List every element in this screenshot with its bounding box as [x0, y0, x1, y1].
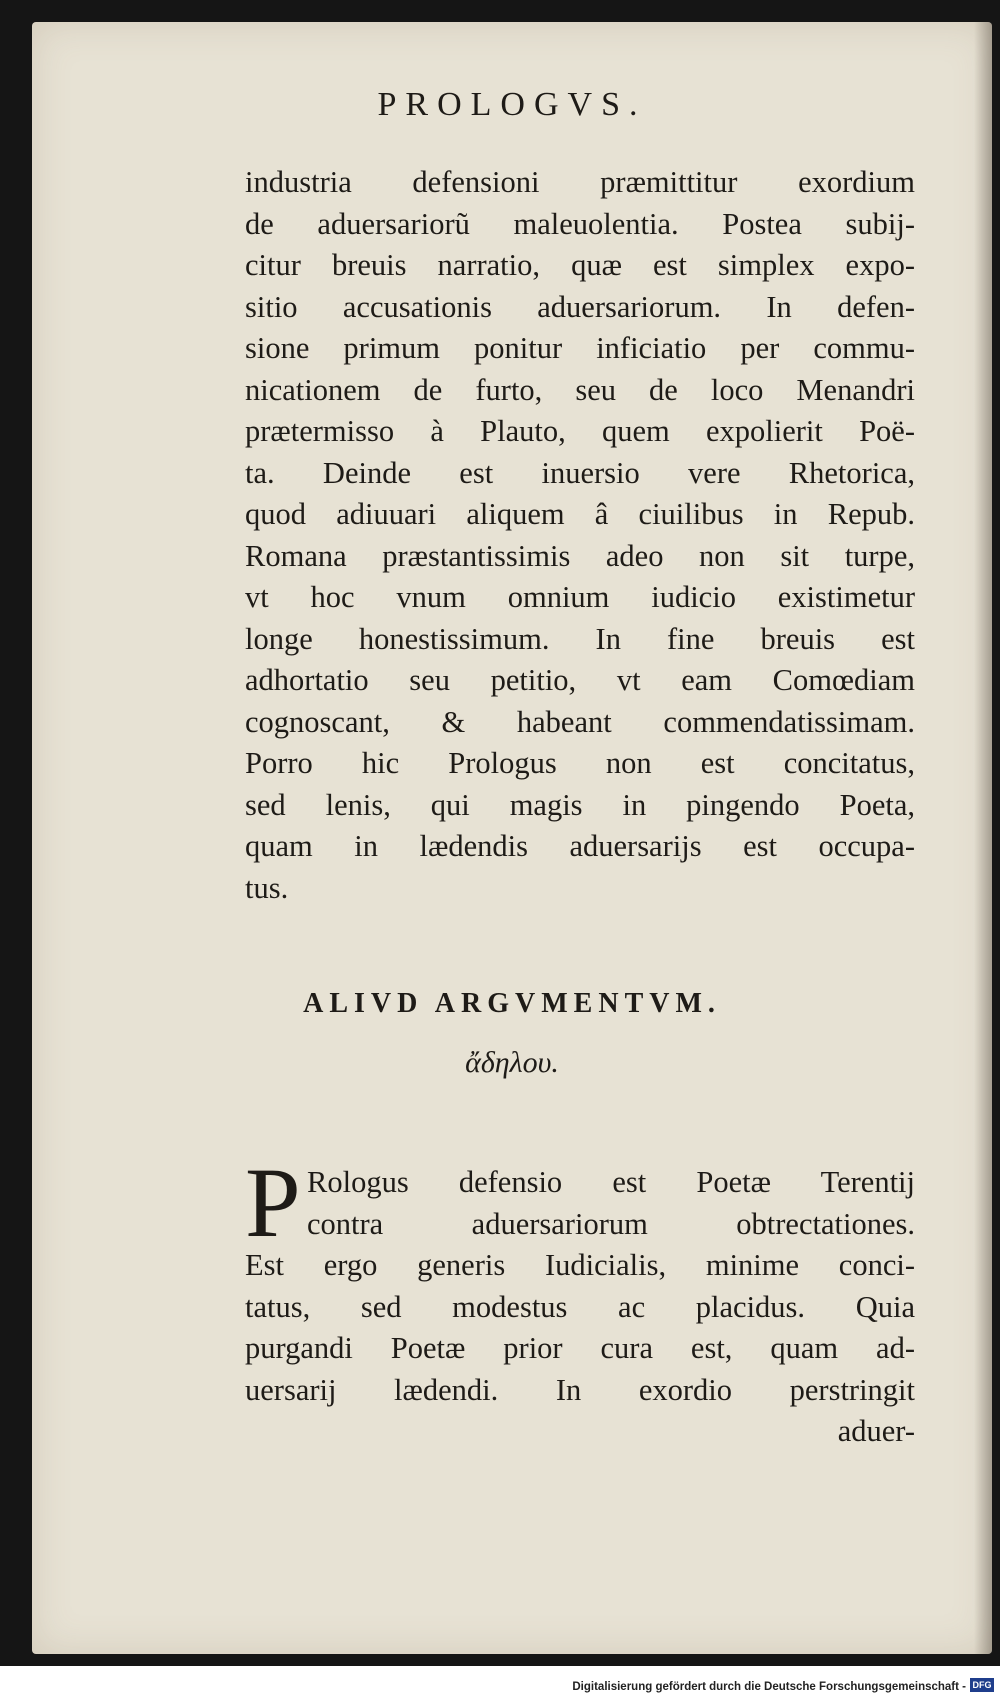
text-line: vt hoc vnum omnium iudicio existimetur	[245, 580, 915, 614]
text-line: tus.	[245, 870, 289, 905]
text-line: contra aduersariorum obtrectationes.	[307, 1206, 915, 1241]
text-line: sed lenis, qui magis in pingendo Poeta,	[245, 787, 915, 822]
text-line: sitio accusationis aduersariorum. In defen-	[245, 289, 915, 324]
text-line: de aduersariorũ maleuolentia. Postea subij-	[245, 206, 915, 241]
greek-word: ἄδηλου.	[465, 1046, 559, 1079]
text-line: uersarij lædendi. In exordio perstringit	[245, 1372, 915, 1407]
text-line: Romana præstantissimis adeo non sit turpe,	[245, 538, 915, 573]
running-header: PROLOGVS.	[377, 86, 647, 123]
text-line: Porro hic Prologus non est concitatus,	[245, 746, 915, 780]
footer-bar	[0, 1666, 1000, 1700]
text-line: citur breuis narratio, quæ est simplex expo-	[245, 248, 915, 282]
text-line: Est ergo generis Iudicialis, minime conci-	[245, 1248, 915, 1282]
text-line: Rologus defensio est Poetæ Terentij	[307, 1165, 915, 1199]
text-line: industria defensioni præmittitur exordium	[245, 165, 915, 199]
text-line: purgandi Poetæ prior cura est, quam ad-	[245, 1331, 915, 1365]
text-line: nicationem de furto, seu de loco Menandri	[245, 372, 915, 407]
subheading: ALIVD ARGVMENTVM.	[303, 988, 721, 1019]
paragraph-1	[245, 162, 915, 909]
text-line: ta. Deinde est inuersio vere Rhetorica,	[245, 455, 915, 490]
text-line: longe honestissimum. In fine breuis est	[245, 621, 915, 656]
paragraph-2	[245, 1147, 915, 1453]
text-line: cognoscant, & habeant commendatissimam.	[245, 704, 915, 739]
drop-cap: P	[245, 1147, 301, 1258]
text-line: adhortatio seu petitio, vt eam Comœdiam	[245, 663, 915, 697]
text-line: sione primum ponitur inficiatio per commu-	[245, 331, 915, 365]
text-line: aduer-	[837, 1414, 915, 1448]
footer-credit: Digitalisierung gefördert durch die Deutsche Forschungsgemeinschaft -	[572, 1681, 966, 1693]
book-page	[32, 22, 992, 1654]
text-line: prætermisso à Plauto, quem expolierit Poë-	[245, 414, 915, 448]
dfg-logo-icon: DFG	[970, 1678, 994, 1692]
text-line: quam in lædendis aduersarijs est occupa-	[245, 829, 915, 863]
text-line: tatus, sed modestus ac placidus. Quia	[245, 1289, 915, 1324]
text-line: quod adiuuari aliquem â ciuilibus in Repub.	[245, 497, 915, 531]
